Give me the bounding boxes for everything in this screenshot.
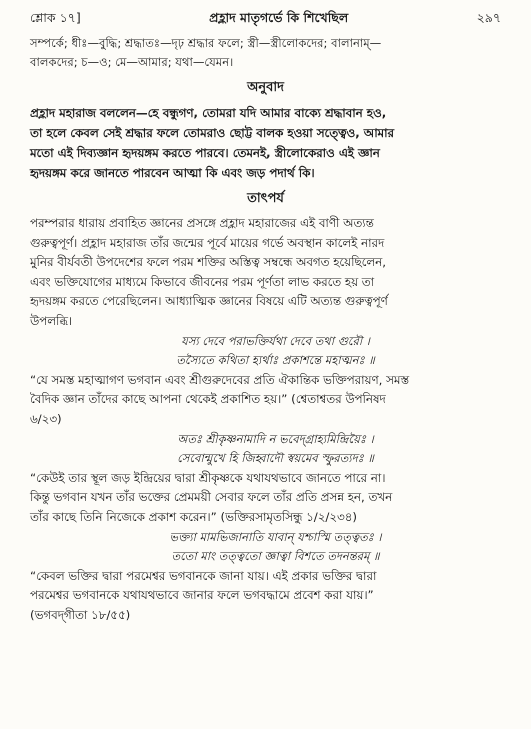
- verse-line: তস্যৈতে কথিতা হ্যর্থাঃ প্রকাশন্তে মহাত্মনঃ ॥: [176, 353, 375, 368]
- quote-line: তাঁর কাছে তিনি নিজেকে প্রকাশ করেন।” (ভক্তিরসামৃতসিন্ধু ১/২/২৩৪): [30, 509, 357, 524]
- quote-line: পরমেশ্বর ভগবানকে যথাযথভাবে জানার ফলে ভগবদ্ধামে প্রবেশ করা যায়।”: [30, 588, 374, 603]
- translation-line: প্রহ্লাদ মহারাজ বললেন—হে বন্ধুগণ, তোমরা যদি আমার বাক্যে শ্রদ্ধাবান হও,: [30, 106, 387, 120]
- verse-line: ভক্ত্যা মামভিজানাতি যাবান্ যশ্চাস্মি তত্ত্বতঃ ।: [169, 529, 382, 544]
- running-header: [30, 10, 501, 32]
- verse-translation: [30, 371, 501, 430]
- sanskrit-verse: [30, 430, 501, 469]
- quote-line: ৬/২৩): [30, 411, 62, 426]
- quote-line: (ভগবদ্‌গীতা ১৮/৫৫): [30, 607, 131, 622]
- purport-line: মুনির বীর্যবতী উপদেশের ফলে পরম শক্তির অস্তিত্ব সম্বন্ধে অবগত হয়েছিলেন,: [30, 255, 386, 270]
- translation-line: তা হলে কেবল সেই শ্রদ্ধার ফলে তোমরাও ছোট্ট বালক হওয়া সত্ত্বেও, আমার: [30, 126, 395, 140]
- verse-line: সেবোন্মুখে হি জিহ্বাদৌ স্বয়মেব স্ফুরত্যদঃ ॥: [177, 451, 374, 466]
- verse-line: অতঃ শ্রীকৃষ্ণনামাদি ন ভবেদ্‌গ্রাহ্যমিন্দ্রিয়ৈঃ ।: [177, 431, 374, 446]
- verse-translation: [30, 469, 501, 528]
- purport-line: হৃদয়ঙ্গম করতে পেরেছিলেন। আধ্যাত্মিক জ্ঞানের বিষয়ে এটি অত্যন্ত গুরুত্বপূর্ণ: [30, 294, 388, 309]
- quote-line: “কেউই তার স্থূল জড় ইন্দ্রিয়ের দ্বারা শ্রীকৃষ্ণকে যথাযথভাবে জানতে পারে না।: [30, 470, 386, 485]
- translation-line: হৃদয়ঙ্গম করে জানতে পারবেন আত্মা কি এবং জড় পদার্থ কি।: [30, 166, 315, 180]
- glossary-line: বালকদের; চ—ও; মে—আমার; যথা—যেমন।: [30, 55, 234, 69]
- purport-heading: তাৎপর্য: [247, 191, 284, 206]
- quote-line: কিন্তু ভগবান যখন তাঁর ভক্তের প্রেমময়ী সেবার ফলে তাঁর প্রতি প্রসন্ন হন, তখন: [30, 490, 393, 505]
- sanskrit-verse: [30, 332, 501, 371]
- chapter-title: প্রহ্লাদ মাতৃগর্ভে কি শিখেছিল: [209, 10, 349, 25]
- translation-line: মতো এই দিব্যজ্ঞান হৃদয়ঙ্গম করতে পারবে। তেমনই, স্ত্রীলোকেরাও এই জ্ঞান: [30, 146, 380, 160]
- page-number: ২৯৭: [476, 10, 501, 25]
- verse-translation: [30, 567, 501, 626]
- word-glossary: [30, 34, 501, 72]
- glossary-line: সম্পর্কে; ধীঃ—বুদ্ধি; শ্রদ্ধাতঃ—দৃঢ় শ্রদ্ধার ফলে; স্ত্রী—স্ত্রীলোকদের; বালানাম্—: [30, 36, 382, 50]
- verse-reference: শ্লোক ১৭]: [30, 10, 81, 25]
- purport-line: গুরুত্বপূর্ণ। প্রহ্লাদ মহারাজ তাঁর জন্মের পূর্বে মায়ের গর্ভে অবস্থান কালেই নারদ: [30, 235, 385, 250]
- quote-line: “কেবল ভক্তির দ্বারা পরমেশ্বর ভগবানকে জানা যায়। এই প্রকার ভক্তির দ্বারা: [30, 568, 377, 583]
- translation-heading: অনুবাদ: [247, 80, 284, 95]
- sanskrit-verse: [30, 528, 501, 567]
- translation-text: [30, 103, 501, 183]
- verse-line: যস্য দেবে পরাভক্তির্যথা দেবে তথা গুরৌ ।: [181, 333, 370, 348]
- verse-line: ততো মাং তত্ত্বতো জ্ঞাত্বা বিশতে তদনন্তরম্ ॥: [171, 549, 380, 564]
- purport-line: এবং ভক্তিযোগের মাধ্যমে কিভাবে জীবনের পরম পূর্ণতা লাভ করতে হয় তা: [30, 274, 375, 289]
- purport-text: [30, 214, 501, 332]
- quote-line: “যে সমস্ত মহাত্মাগণ ভগবান এবং শ্রীগুরুদেবের প্রতি ঐকান্তিক ভক্তিপরায়ণ, সমস্ত: [30, 372, 409, 387]
- quote-line: বৈদিক জ্ঞান তাঁদের কাছে আপনা থেকেই প্রকাশিত হয়।” (শ্বেতাশ্বতর উপনিষদ: [30, 392, 386, 407]
- purport-line: পরম্পরার ধারায় প্রবাহিত জ্ঞানের প্রসঙ্গে প্রহ্লাদ মহারাজের এই বাণী অত্যন্ত: [30, 216, 374, 230]
- purport-line: উপলব্ধি।: [30, 313, 73, 328]
